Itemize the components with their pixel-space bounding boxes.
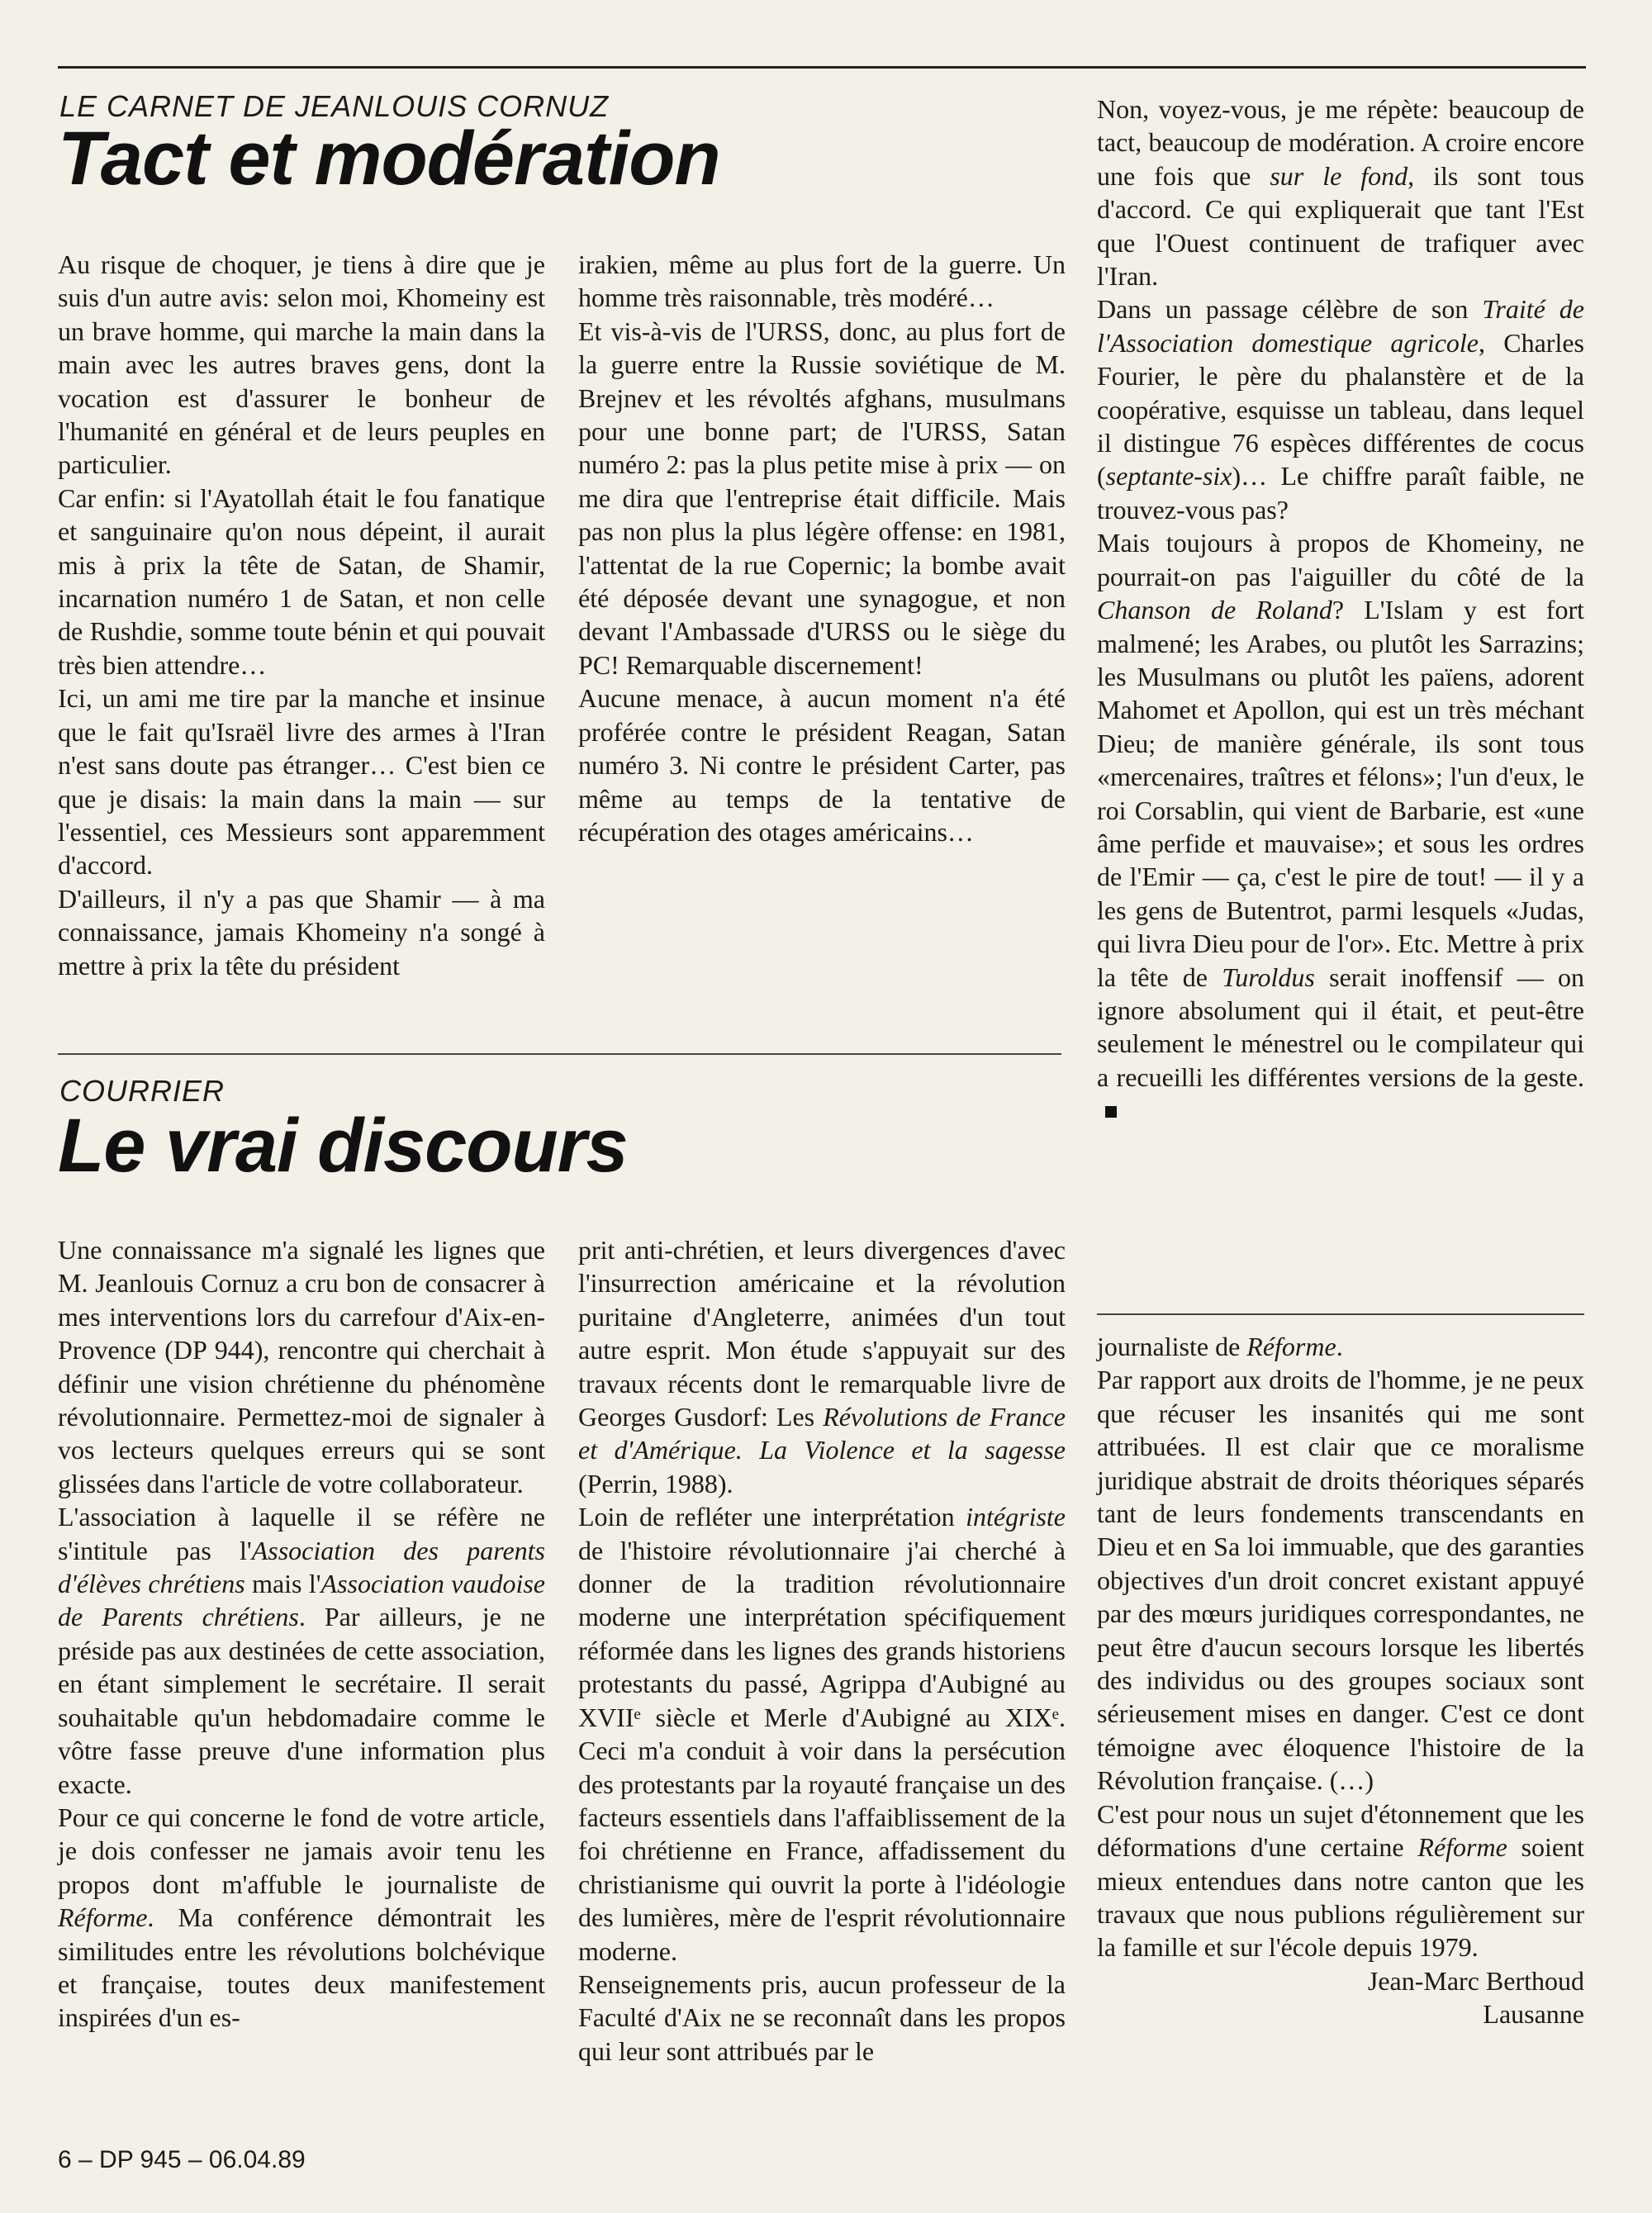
article1-col1-para: Au risque de choquer, je tiens à dire que je suis d'un autre avis: selon moi, Khomeiny est un brave homme, qui marche la main dans la main avec les autres braves gens, dont la vocation est d'assurer le bonheur de l'humanité en général et de leurs peuples en particulier.	[58, 249, 545, 480]
end-of-article-mark	[1105, 1106, 1117, 1118]
article1-col1-para: D'ailleurs, il n'y a pas que Shamir — à ma connaissance, jamais Khomeiny n'a songé à mettre à prix la tête du président	[58, 883, 545, 981]
article1-column-1	[58, 248, 545, 982]
section-divider	[58, 1053, 1061, 1055]
article2-col2-para: Renseignements pris, aucun professeur de la Faculté d'Aix ne se reconnaît dans les propos qui leur sont attribués par le	[578, 1968, 1066, 2066]
column-divider	[1097, 1313, 1584, 1315]
article2-column-1	[58, 1233, 545, 2035]
article2-col1-para: Pour ce qui concerne le fond de votre article, je dois confesser ne jamais avoir tenu les propos dont m'affuble le journaliste de Réforme. Ma conférence démontrait les similitudes entre les révolutions bolchévique et française, toutes deux manifestement inspirées d'un es-	[58, 1802, 545, 2033]
article2-col3-para: C'est pour nous un sujet d'étonnement que les déformations d'une certaine Réforme soient mieux entendues dans notre canton que les travaux que nous publions régulièrement sur la famille et sur l'école depuis 1979.	[1097, 1798, 1585, 1963]
article1-kicker: LE CARNET DE JEANLOUIS CORNUZ	[59, 89, 610, 123]
article1-column-3	[1097, 93, 1584, 1128]
article1-col3-para: Dans un passage célèbre de son Traité de l'Association domestique agricole, Charles Fourier, le père du phalanstère et de la coopérative, esquisse un tableau, dans lequel il distingue 76 espèces différentes de cocus (septante-six)… Le chiffre paraît faible, ne trouvez-vous pas?	[1097, 294, 1585, 525]
top-rule	[58, 66, 1586, 69]
article1-col2-para: Et vis-à-vis de l'URSS, donc, au plus fort de la guerre entre la Russie soviétique de M. Brejnev et les révoltés afghans, musulmans pour une bonne part; de l'URSS, Satan numéro 2: pas la plus petite mise à prix — on me dira que l'entreprise était difficile. Mais pas non plus la plus légère offense: en 1981, l'attentat de la rue Copernic; la bombe avait été déposée devant une synagogue, et non devant l'Ambassade d'URSS ou le siège du PC! Remarquable discernement!	[578, 316, 1066, 680]
article2-kicker: COURRIER	[59, 1074, 225, 1108]
article2-col1-para: Une connaissance m'a signalé les lignes que M. Jeanlouis Cornuz a cru bon de consacrer à mes interventions lors du carrefour d'Aix-en-Provence (DP 944), rencontre qui cherchait à définir une vision chrétienne du phénomène révolutionnaire. Permettez-moi de signaler à vos lecteurs quelques erreurs qui se sont glissées dans l'article de votre collaborateur.	[58, 1235, 545, 1498]
article2-title: Le vrai discours	[58, 1104, 628, 1188]
article2-col3-para: journaliste de Réforme.	[1097, 1332, 1343, 1361]
signature-place: Lausanne	[1483, 1999, 1584, 2030]
article1-col2-para: Aucune menace, à aucun moment n'a été proférée contre le président Reagan, Satan numéro 3. Ni contre le président Carter, pas même au temps de la tentative de récupération des otages américains…	[578, 683, 1066, 847]
article2-column-2	[578, 1233, 1066, 2068]
article2-column-3	[1097, 1330, 1584, 2031]
article1-col1-para: Car enfin: si l'Ayatollah était le fou fanatique et sanguinaire qu'on nous dépeint, il aurait mis à prix la tête de Satan, de Shamir, incarnation numéro 1 de Satan, et non celle de Rushdie, somme toute bénin et qui pouvait très bien attendre…	[58, 482, 545, 680]
article2-col1-para: L'association à laquelle il se réfère ne s'intitule pas l'Association des parents d'élèves chrétiens mais l'Association vaudoise de Parents chrétiens. Par ailleurs, je ne préside pas aux destinées de cette association, en étant simplement le secrétaire. Il serait souhaitable qu'un hebdomadaire comme le vôtre fasse preuve d'une information plus exacte.	[58, 1502, 546, 1799]
article1-col1-para: Ici, un ami me tire par la manche et insinue que le fait qu'Israël livre des armes à l'Iran n'est sans doute pas étranger… C'est bien ce que je disais: la main dans la main — sur l'essentiel, ces Messieurs sont apparemment d'accord.	[58, 683, 545, 881]
article2-col2-para: Loin de refléter une interprétation intégriste de l'histoire révolutionnaire j'ai cherché à donner de la tradition révolutionnaire moderne une interprétation spécifiquement réformée dans les lignes des grands historiens protestants du passé, Agrippa d'Aubigné au XVIIᵉ siècle et Merle d'Aubigné au XIXᵉ. Ceci m'a conduit à voir dans la persécution des protestants par la royauté française un des facteurs essentiels dans l'affaiblissement de la foi chrétienne en France, affadissement du christianisme qui ouvrit la porte à l'idéologie des lumières, mère de l'esprit révolutionnaire moderne.	[578, 1502, 1066, 1966]
page-folio: 6 – DP 945 – 06.04.89	[58, 2146, 306, 2173]
signature-name: Jean-Marc Berthoud	[1367, 1965, 1584, 1996]
article2-col2-para: prit anti-chrétien, et leurs divergences d'avec l'insurrection américaine et la révolution puritaine d'Angleterre, animées d'un tout autre esprit. Mon étude s'appuyait sur des travaux récents dont le remarquable livre de Georges Gusdorf: Les Révolutions de France et d'Amérique. La Violence et la sagesse (Perrin, 1988).	[578, 1235, 1066, 1498]
article1-col2-para: irakien, même au plus fort de la guerre. Un homme très raisonnable, très modéré…	[578, 249, 1066, 313]
article1-title: Tact et modération	[58, 116, 720, 201]
article2-col3-para: Par rapport aux droits de l'homme, je ne peux que récuser les insanités qui me sont attribuées. Il est clair que ce moralisme juridique abstrait de droits théoriques séparés tant de leurs fondements transcendants en Dieu et en Sa loi immuable, que des garanties objectives d'un droit concret existant appuyé par des mœurs juridiques correspondantes, ne peut être d'aucun secours lorsque les libertés des individus ou des groupes sociaux sont sérieusement mises en danger. C'est ce dont témoigne avec éloquence l'histoire de la Révolution française. (…)	[1097, 1365, 1584, 1796]
article1-col3-para: Non, voyez-vous, je me répète: beaucoup de tact, beaucoup de modération. A croire encore une fois que sur le fond, ils sont tous d'accord. Ce qui expliquerait que tant l'Est que l'Ouest continuent de trafiquer avec l'Iran.	[1097, 94, 1585, 292]
article1-col3-para: Mais toujours à propos de Khomeiny, ne pourrait-on pas l'aiguiller du côté de la Chanson de Roland? L'Islam y est fort malmené; les Arabes, ou plutôt les Sarrazins; les Musulmans ou plutôt les païens, adorent Mahomet et Apollon, qui est un très méchant Dieu; de manière générale, ils sont tous «mercenaires, traîtres et félons»; l'un d'eux, le roi Corsablin, qui vient de Barbarie, est «une âme perfide et mauvaise»; et sous les ordres de l'Emir — ça, c'est le pire de tout! — il y a les gens de Butentrot, parmi lesquels «Judas, qui livra Dieu pour de l'or». Etc. Mettre à prix la tête de Turoldus serait inoffensif — on ignore absolument qui il était, et peut-être seulement le ménestrel ou le compilateur qui a recueilli les différentes versions de la geste.	[1097, 526, 1584, 1127]
article1-column-2	[578, 248, 1066, 848]
